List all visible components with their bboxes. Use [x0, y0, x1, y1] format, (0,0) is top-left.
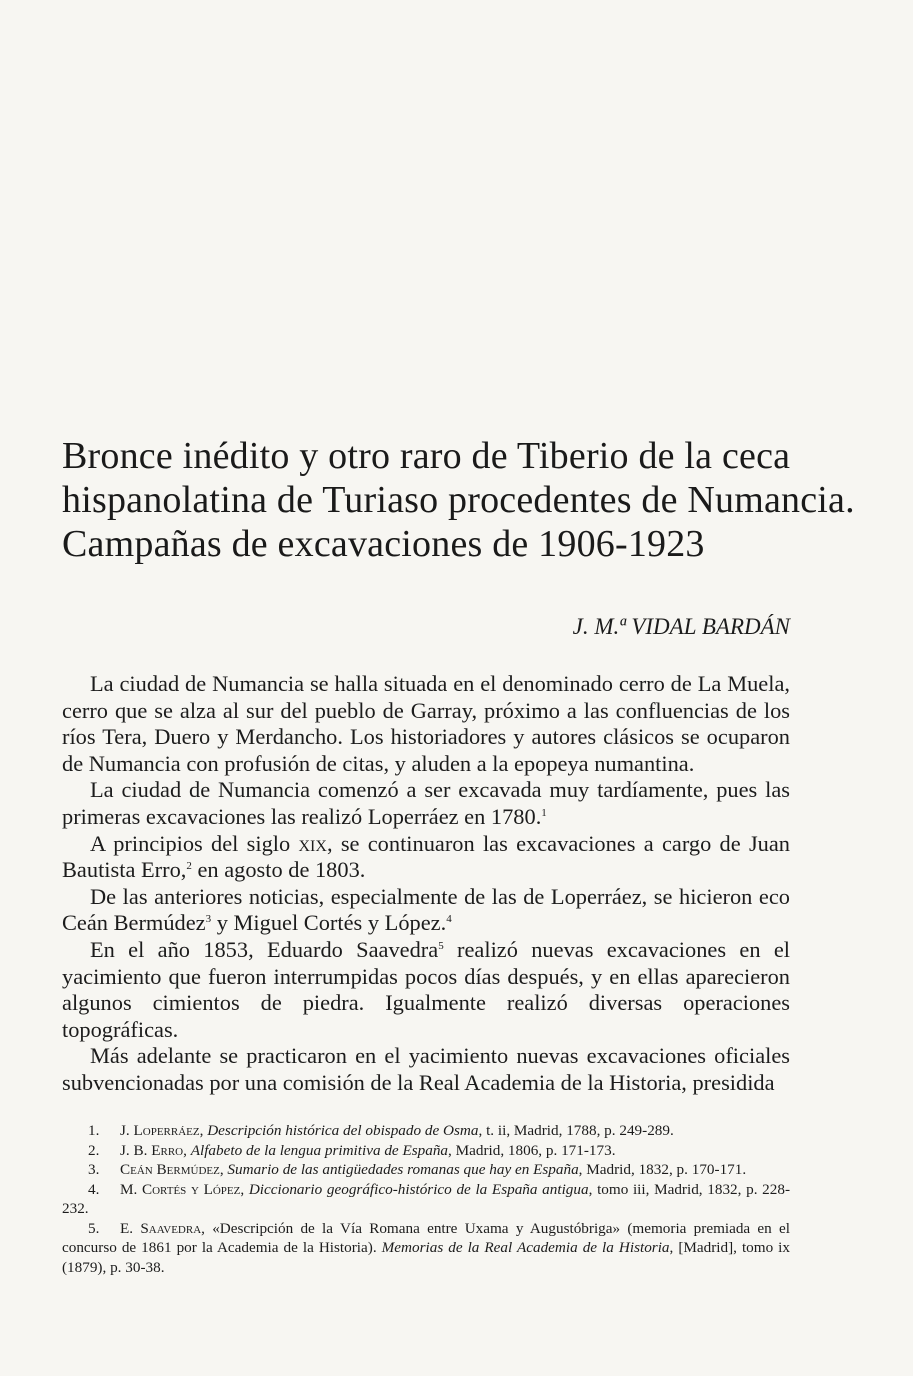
footnote-number: 4.: [88, 1180, 100, 1198]
footnote-author: M. Cortés y López: [120, 1180, 241, 1198]
century-numeral: xix: [298, 830, 327, 856]
footnote-number: 2.: [88, 1141, 100, 1159]
footnote-4: 4. M. Cortés y López, Diccionario geográfico-histórico de la España antigua, tomo iii, Madrid, 1832, p. 228-232.: [62, 1180, 791, 1217]
footnote-work: Descripción histórica del obispado de Osma: [207, 1122, 479, 1139]
paragraph-2-text: La ciudad de Numancia comenzó a ser excavada muy tardíamente, pues las primeras excavaciones las realizó Loperráez en 1780.: [62, 777, 790, 829]
footnote-work: Diccionario geográfico-histórico de la España antigua: [248, 1180, 589, 1198]
title-line-1: Bronce inédito y otro raro de Tiberio de la ceca: [62, 435, 791, 477]
title-line-3: Campañas de excavaciones de 1906-1923: [62, 523, 705, 565]
footnotes: [62, 1121, 790, 1277]
footnote-author: Ceán Bermúdez: [120, 1161, 220, 1178]
footnote-work: Alfabeto de la lengua primitiva de España: [190, 1141, 449, 1159]
footnote-1: 1. J. Loperráez, Descripción histórica del obispado de Osma, t. ii, Madrid, 1788, p. 249-289.: [88, 1122, 674, 1139]
footnote-rest: , tomo iii, Madrid, 1832, p. 228-232.: [62, 1180, 791, 1217]
footnote-5: [62, 1219, 790, 1278]
paragraph-3-text-c: en agosto de 1803.: [191, 857, 366, 883]
paragraph-1: La ciudad de Numancia se halla situada en el denominado cerro de La Muela, cerro que se alza al sur del pueblo de Garray, próximo a las confluencias de los ríos Tera, Duero y Merdancho. Los historiadores y autores clásicos se ocuparon de Numancia con profusión de citas, y aluden a la epopeya numantina.: [62, 671, 790, 776]
footnote-number: 1.: [88, 1122, 100, 1139]
footnote-rest: , t. ii, Madrid, 1788, p. 249-289.: [478, 1122, 674, 1139]
paragraph-5-text-a: En el año 1853, Eduardo Saavedra: [90, 936, 439, 962]
paragraph-4-text-b: y Miguel Cortés y López.: [211, 910, 447, 936]
footnote-work: Sumario de las antigüedades romanas que hay en España: [227, 1161, 579, 1178]
paragraph-4-text-a: De las anteriores noticias, especialmente de las de Loperráez, se hicieron eco Ceán Bermúdez: [62, 883, 790, 936]
footnote-ref-2[interactable]: 2: [186, 860, 192, 873]
footnote-ref-3[interactable]: 3: [205, 913, 212, 926]
footnote-author: E. Saavedra: [120, 1219, 202, 1237]
paragraph-5: [62, 937, 790, 1043]
paragraph-6: Más adelante se practicaron en el yacimiento nuevas excavaciones oficiales subvencionadas por una comisión de la Real Academia de la Historia, presidida: [62, 1043, 790, 1095]
footnote-rest: , [Madrid], tomo ix (1879), p. 30-38.: [62, 1239, 790, 1276]
footnote-ref-1[interactable]: 1: [541, 806, 547, 819]
footnote-ref-4[interactable]: 4: [446, 913, 452, 926]
footnote-author: J. Loperráez: [120, 1122, 200, 1139]
footnote-work: Memorias de la Real Academia de la Historia: [381, 1239, 670, 1256]
title-line-2: hispanolatina de Turiaso procedentes de Numancia.: [62, 479, 855, 521]
footnote-ref-5[interactable]: 5: [438, 939, 444, 952]
footnote-author: J. B. Erro: [120, 1141, 184, 1159]
paragraph-4: [62, 884, 790, 937]
paragraph-3: [62, 831, 790, 884]
footnote-number: 5.: [88, 1219, 100, 1237]
footnote-3: 3. Ceán Bermúdez, Sumario de las antigüedades romanas que hay en España, Madrid, 1832, p. 170-171.: [88, 1161, 747, 1178]
author-name: J. M.ª VIDAL BARDÁN: [572, 614, 790, 639]
paragraph-2: [62, 777, 790, 830]
footnote-rest: , Madrid, 1832, p. 170-171.: [578, 1161, 747, 1178]
article-title: [62, 434, 862, 566]
article-body: [62, 671, 790, 1097]
paragraph-5-text-b: realizó nuevas excavaciones en el yacimiento que fueron interrumpidas pocos días después, y en ellas aparecieron algunos cimientos de piedra. Igualmente realizó diversas operaciones topográficas.: [62, 936, 790, 1042]
paragraph-3-text-a: A principios del siglo: [90, 830, 299, 856]
footnote-rest: , Madrid, 1806, p. 171-173.: [448, 1141, 616, 1159]
footnote-pre: , «Descripción de la Vía Romana entre Uxama y Augustóbriga» (memoria premiada en el concurso de 1861 por la Academia de la Historia).: [62, 1219, 790, 1256]
paragraph-3-text-b: , se continuaron las excavaciones a cargo de Juan Bautista Erro,: [62, 830, 790, 883]
footnote-number: 3.: [88, 1161, 100, 1178]
footnote-2: 2. J. B. Erro, Alfabeto de la lengua primitiva de España, Madrid, 1806, p. 171-173.: [88, 1141, 616, 1159]
